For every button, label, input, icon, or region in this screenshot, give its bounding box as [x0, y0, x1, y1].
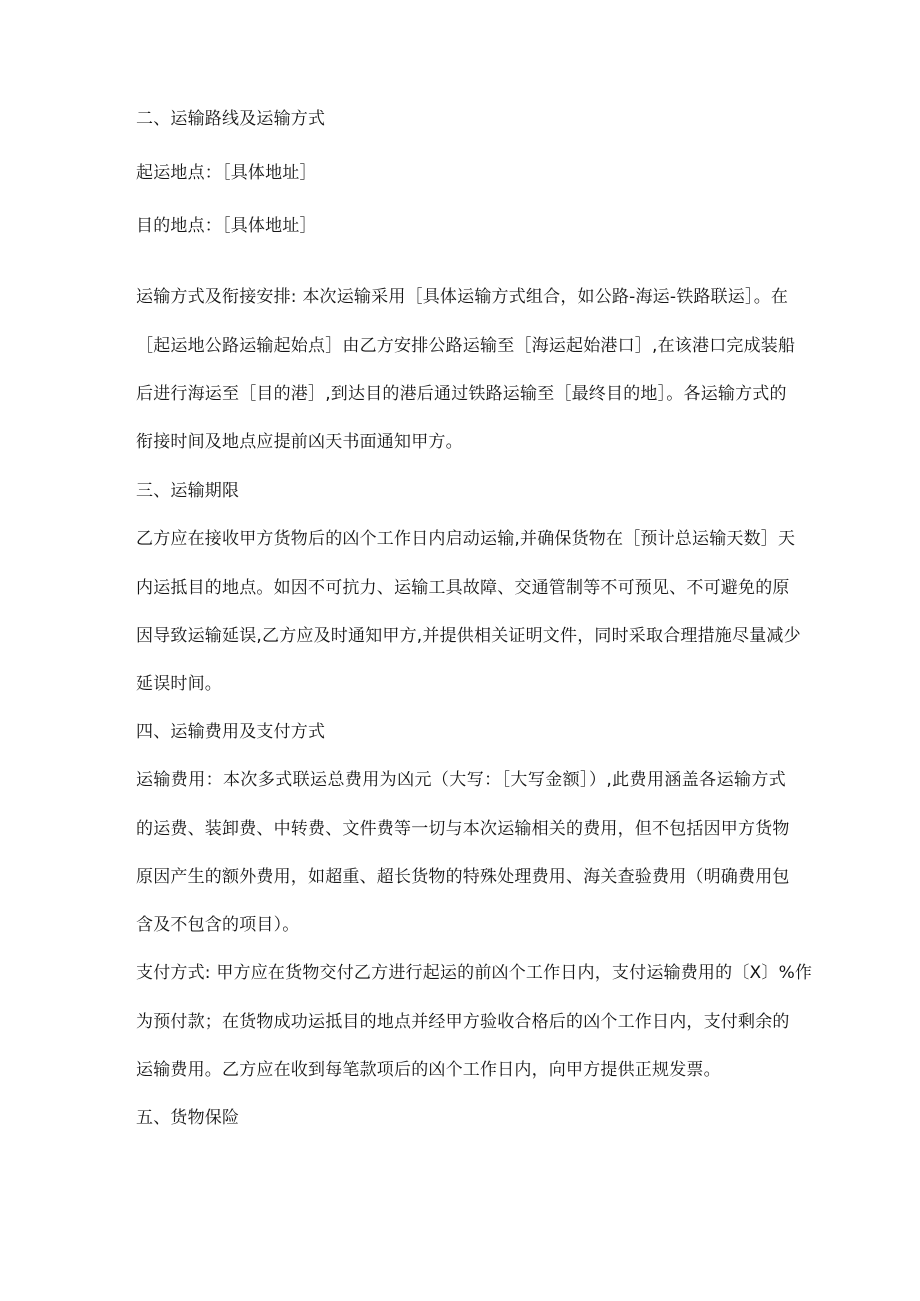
payment-line-1: 支付方式: 甲方应在货物交付乙方进行起运的前凶个工作日内，支付运输费用的〔X〕%作	[136, 963, 813, 983]
period-line-3: 因导致运输延误,乙方应及时通知甲方,并提供相关证明文件，同时采取合理措施尽量减少	[136, 626, 801, 646]
fee-line-1: 运输费用：本次多式联运总费用为凶元（大写：［大写金额］）,此费用涵盖各运输方式	[136, 770, 786, 790]
mode-line-4: 衔接时间及地点应提前凶天书面通知甲方。	[136, 432, 463, 452]
payment-line-2: 为预付款；在货物成功运抵目的地点并经甲方验收合格后的凶个工作日内，支付剩余的	[136, 1012, 790, 1032]
period-line-4: 延误时间。	[136, 674, 222, 694]
period-line-1: 乙方应在接收甲方货物后的凶个工作日内启动运输,并确保货物在［预计总运输天数］天	[136, 529, 796, 549]
mode-line-1: 运输方式及衔接安排: 本次运输采用［具体运输方式组合，如公路-海运-铁路联运］。在	[136, 287, 789, 307]
origin-line: 起运地点：［具体地址］	[136, 163, 317, 183]
section-4-heading: 四、运输费用及支付方式	[136, 722, 326, 742]
mode-line-2: ［起运地公路运输起始点］由乙方安排公路运输至［海运起始港口］,在该港口完成装船	[136, 336, 796, 356]
section-3-heading: 三、运输期限	[136, 481, 240, 501]
section-5-heading: 五、货物保险	[136, 1108, 240, 1128]
payment-line-3: 运输费用。乙方应在收到每笔款项后的凶个工作日内，向甲方提供正规发票。	[136, 1060, 721, 1080]
destination-line: 目的地点：［具体地址］	[136, 216, 317, 236]
fee-line-2: 的运费、装卸费、中转费、文件费等一切与本次运输相关的费用，但不包括因甲方货物	[136, 819, 790, 839]
period-line-2: 内运抵目的地点。如因不可抗力、运输工具故障、交通管制等不可预见、不可避免的原	[136, 578, 790, 598]
fee-line-3: 原因产生的额外费用，如超重、超长货物的特殊处理费用、海关查验费用（明确费用包	[136, 867, 790, 887]
section-2-heading: 二、运输路线及运输方式	[136, 109, 326, 129]
mode-line-3: 后进行海运至［目的港］,到达目的港后通过铁路运输至［最终目的地］。各运输方式的	[136, 384, 787, 404]
fee-line-4: 含及不包含的项目）。	[136, 915, 300, 935]
